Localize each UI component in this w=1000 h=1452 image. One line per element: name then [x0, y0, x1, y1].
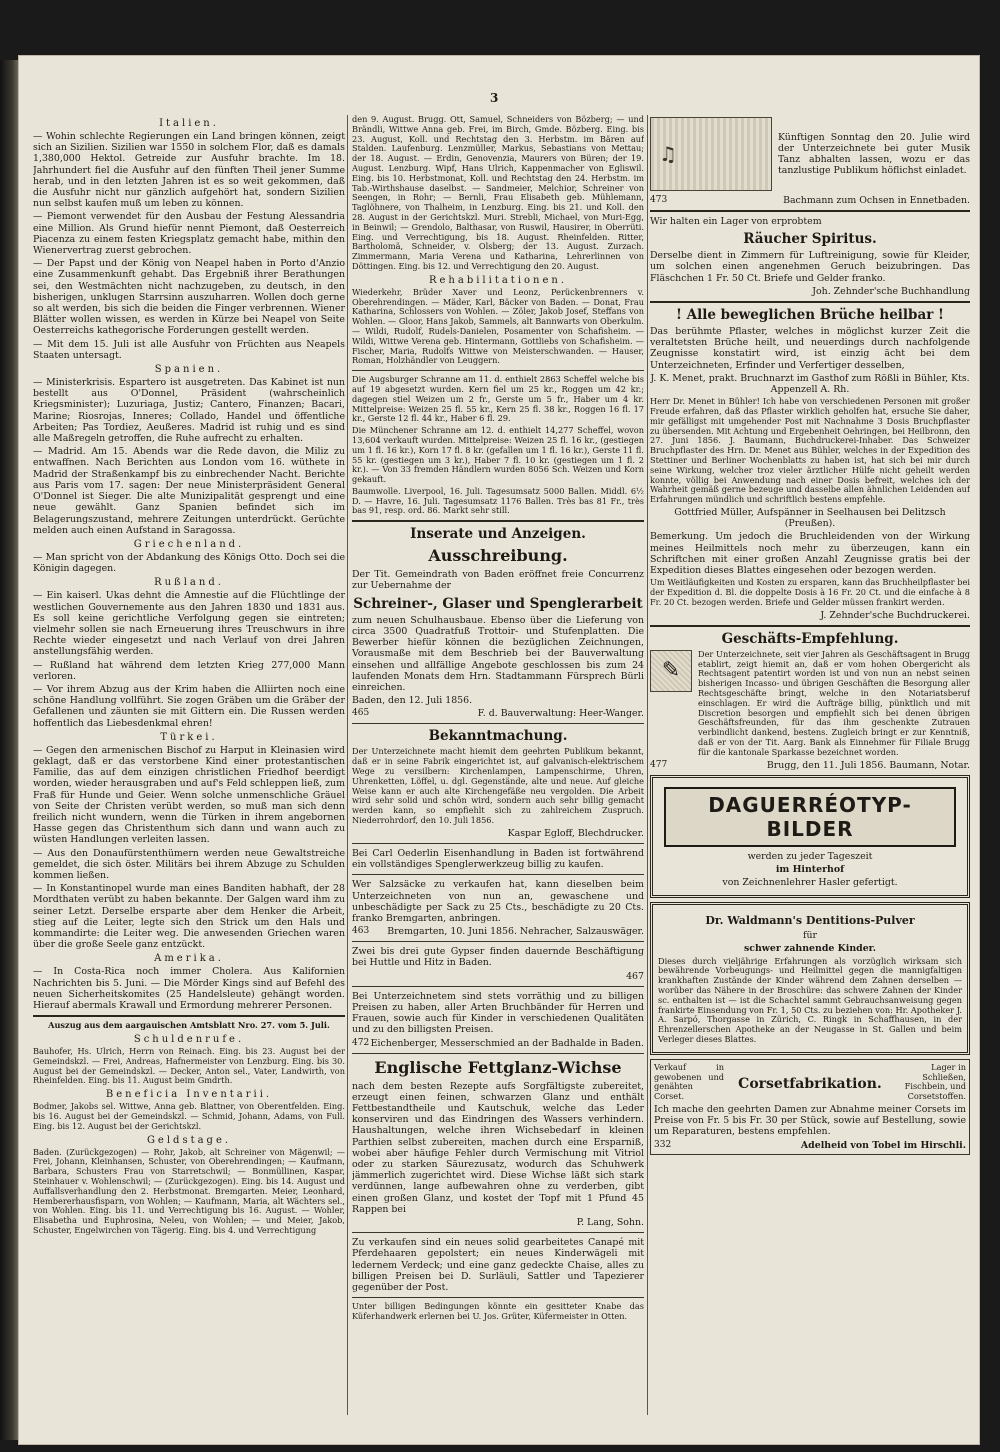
ad-footer	[352, 708, 644, 719]
divider	[352, 370, 644, 371]
article-paragraph: — Aus den Donaufürstenthümern werden neue Gewaltstreiche gemeldet, die sich öster. Militärs bei ihrem Abzuge zu Schulden kommen ließen.	[33, 847, 345, 881]
divider	[352, 1053, 644, 1054]
ad-signature: Bachmann zum Ochsen in Ennetbaden.	[783, 195, 970, 206]
small-paragraph: Herr Dr. Menet in Bühler! Ich habe von verschiedenen Personen mit großer Freude erfahren, daß das Pflaster wirklich geholfen hat, ersuche Sie daher, mir gefälligst mit umgehender Post mit Nachnahme 3 Dosis Bruchpflaster zu übersenden. Mit Achtung und Ergebenheit Oehringen, bei Heilbronn, den 27. Juni 1856. J. Baumann, Buchdruckerei-Inhaber. Das Schweizer Bruchpflaster des Hrn. Dr. Menet aus Bühler, welches in der Expedition des Stettiner und Berliner Wochenblatts zu haben ist, hat sich bei mir durch seine Wirkung, welcher troz vieler ärztlicher Hülfe nicht geheilt werden konnte, völlig bei Anwendung nach einer Dosis befreit, welches ich der Wahrheit gemäß gerne bezeuge und dasselbe allen ähnlichen Leidenden auf Erfahrungen mündlich und schriftlich bestens empfehle.	[650, 396, 970, 505]
ad-number: 465	[352, 708, 370, 719]
ad-footer	[650, 195, 970, 206]
ad-signature: Bremgarten, 10. Juni 1856. Nehracher, Salzauswäger.	[387, 926, 644, 938]
article-paragraph: Wer Salzsäcke zu verkaufen hat, kann dieselben beim Unterzeichneten von nun an, gewaschene und unbeschädigte per Sack zu 25 Cts., beschädigte zu 20 Cts. franko Bremgarten, anbringen.	[352, 879, 644, 924]
daguerreotype-line: werden zu jeder Tageszeit	[747, 850, 873, 862]
notice-heading: Auszug aus dem aargauischen Amtsblatt Nro. 27. vom 5. Juli.	[48, 1020, 330, 1031]
article-paragraph: Wir halten ein Lager von erprobtem	[650, 216, 822, 227]
small-paragraph: Bodmer, Jakobs sel. Wittwe, Anna geb. Blattner, von Oberentfelden. Eing. bis 16. August bei der Gemeindskzl. — Schmid, Johann, Adams, von Full. Eing. bis 12. August bei der Gerichtskzl.	[33, 1101, 345, 1131]
divider	[352, 874, 644, 875]
small-paragraph: Um Weitläufigkeiten und Kosten zu ersparen, kann das Bruchheilpflaster bei der Expedition d. Bl. die doppelte Dosis à 16 Fr. 20 Ct. und die einfache à 8 Fr. 20 Ct. bezogen werden. Briefe und Gelder müssen frankirt werden.	[650, 577, 970, 607]
article-paragraph: — Gegen den armenischen Bischof zu Harput in Kleinasien wird geklagt, daß er das verstorbene Kind einer protestantischen Familie, das auf dem einzigen christlichen Friedhof beerdigt worden, wieder herausgraben und auf's Feld schleppen ließ, zum Fraß für Hunde und Geier. Wenn solche unmenschliche Gräuel von Seite der Christen verübt werden, so muß man sich denn freilich nicht wundern, wenn die Türken in ihrem angebornen Hasse gegen das Christenthum sich dann und wann auch zu wüsten Handlungen verleiten lassen.	[33, 744, 345, 846]
small-paragraph: Unter billigen Bedingungen könnte ein gesitteter Knabe das Küferhandwerk erlernen bei U. Jos. Grüter, Küfermeister in Otten.	[352, 1301, 644, 1321]
dentition-body: Dieses durch vieljährige Erfahrungen als vorzüglich wirksam sich bewährende Vorbeugungs- und Heilmittel gegen die mannigfaltigen krankhaften Zustände der Kinder während dem Zahnen derselben — worüber das Nähere in der Broschüre: das schwere Zahnen der Kinder sc. enthalten ist — ist die Schachtel sammt Gebrauchsanweisung gegen frankirte Einsendung von Fr. 1, 50 Cts. zu beziehen von: Hr. Apotheker J. A. Sarpó, Thorgasse in Zürich, C. Ringk in Schaffhausen, in der Ehrenzellerschen Apotheke an der Neugasse in St. Gallen und beim Verleger dieses Blattes.	[658, 955, 962, 1044]
dentition-sub2: schwer zahnende Kinder.	[743, 943, 877, 955]
ad-heading: Inserate und Anzeigen.	[410, 526, 586, 543]
corset-left: Verkauf in gewobenen und genähten Corset.	[654, 1061, 724, 1102]
article-paragraph: — Mit dem 15. Juli ist alle Ausfuhr von Früchten aus Neapels Staaten untersagt.	[33, 338, 345, 361]
small-paragraph: Wiederkehr, Brüder Xaver und Leonz, Perückenbrenners v. Oberehrendingen. — Mäder, Karl, Bäcker von Baden. — Donat, Frau Katharina, Schlossers von Wohlen. — Zöler, Jakob Josef, Steffans von Wohlen. — Gloor, Hans Jakob, Sammels, alt Bannwarts von Oberkulm. — Wildi, Rudolf, Rudels-Danielen, Posamenter von Schafisheim. — Wildi, Wittwe Verena geb. Hintermann, Gottliebs von Schafisheim. — Fischer, Maria, Rudolfs Wittwe von Meisterschwanden. — Hauser, Roman, Holzhändler von Leuggern.	[352, 286, 644, 366]
business-ad	[650, 650, 970, 760]
ad-signature: Kaspar Egloff, Blechdrucker.	[507, 827, 644, 839]
corset-body: Ich mache den geehrten Damen zur Abnahme meiner Corsets im Preise von Fr. 5 bis Fr. 30 per Stück, sowie auf Bestellung, sowie um Reparaturen, bestens empfehlen.	[654, 1103, 966, 1138]
centered-text: J. K. Menet, prakt. Bruchnarzt im Gasthof zum Rößli in Bühler, Kts. Appenzell A. Rh.	[650, 372, 970, 396]
dance-ad-text: Künftigen Sonntag den 20. Julie wird der Unterzeichnete bei guter Musik Tanz abhalten lassen, wozu er das tanzlustige Publikum höflichst einladet.	[778, 131, 970, 177]
thick-divider	[650, 301, 970, 303]
divider	[352, 986, 644, 987]
divider	[352, 941, 644, 942]
divider	[352, 723, 644, 724]
section-heading: Rußland.	[154, 577, 224, 589]
ad-title: Ausschreibung.	[428, 546, 568, 566]
ad-footer	[352, 1038, 644, 1049]
dentition-title: Dr. Waldmann's Dentitions-Pulver	[705, 914, 915, 928]
divider	[352, 1297, 644, 1298]
article-paragraph: Zu verkaufen sind ein neues solid gearbeitetes Canapé mit Pferdehaaren gepolstert; ein neues Kinderwägeli mit ledernem Verdeck; und eine ganz gedeckte Chaise, alles zu billigen Preisen bei D. Surläuli, Sattler und Tapezierer gegenüber der Post.	[352, 1237, 644, 1293]
ad-signature: Brugg, den 11. Juli 1856. Baumann, Notar.	[766, 759, 970, 771]
dance-ad-row	[650, 115, 970, 195]
column-middle	[352, 115, 644, 1435]
ad-title: Englische Fettglanz-Wichse	[374, 1057, 622, 1077]
divider	[352, 1232, 644, 1233]
article-paragraph: zum neuen Schulhausbaue. Ebenso über die Lieferung von circa 3500 Quadratfuß Trottoir- und Stufenplatten. Die Bewerber hiefür können die bezüglichen Zeichnungen, Vorausmaße mit dem Beschrieb bei der Bauverwaltung einsehen und allfällige Angebote geschlossen bis zum 24 laufenden Monats dem Hrn. Stadtammann Fürsprech Bürli einreichen.	[352, 614, 644, 693]
section-heading: Amerika.	[154, 953, 224, 965]
ad-signature: Adelheid von Tobel im Hirschli.	[800, 1139, 966, 1151]
corset-right: Lager in Schließen, Fischbein, und Corsetstoffen.	[904, 1061, 966, 1102]
ad-heading: ! Alle beweglichen Brüche heilbar !	[676, 307, 944, 324]
article-paragraph: — Wohin schlechte Regierungen ein Land bringen können, zeigt sich an Sizilien. Sizilien war 1550 in solchem Flor, daß es damals 1,380,000 Hektol. Getreide zur Ausfuhr brachte. Im 18. Jahrhundert fiel die Ausfuhr auf den fünften Theil jener Summe herab, und in den letzten Jahren ist es so weit gekommen, daß die Ausfuhr nicht nur gänzlich aufgehört hat, sondern Sizilien nun selbst kaufen muß um leben zu können.	[33, 131, 345, 210]
daguerreotype-line: von Zeichnenlehrer Hasler gefertigt.	[722, 876, 898, 888]
ad-footer	[352, 926, 644, 937]
article-paragraph: — Madrid. Am 15. Abends war die Rede davon, die Miliz zu entwaffnen. Nach Berichten aus London vom 16. wüthete in Madrid der Straßenkampf bis zu einbrechender Nacht. Berichte aus Paris vom 17. sagen: Der neue Ministerpräsident General O'Donnel ist Sieger. Die alte Munizipalität gesprengt und eine neue gewählt. Ganz Spanien befindet sich im Belagerungszustand, mehrere Zeitungen unterdrückt. Gerüchte melden auch einen Aufstand in Saragossa.	[33, 446, 345, 536]
article-paragraph: — In Konstantinopel wurde man eines Banditen habhaft, der 28 Mordthaten verübt zu haben bekannte. Der Galgen ward ihm zu seiner Letzt. Derselbe ersparte aber dem Henker die Arbeit, stieg auf die Leiter, legte sich den Strick um den Hals und kommandirte: die Leiter weg. Die anwesenden Griechen waren über die große Seele ganz entzückt.	[33, 883, 345, 951]
ad-signature: J. Zehnder'sche Buchdruckerei.	[820, 609, 970, 621]
article-paragraph: Der Tit. Gemeindrath von Baden eröffnet freie Concurrenz zur Uebernahme der	[352, 569, 644, 592]
article-paragraph: — Der Papst und der König von Neapel haben in Porto d'Anzio eine Zusammenkunft gehabt. Das Ergebniß ihrer Berathungen sei, den Westmächten nicht nachzugeben, zu deutsch, in den bisherigen, unklugen Starrsinn auszuharren. Wollen doch gerne so alt werden, bis sich die beiden die Finger verbrennen. Wiener Blätter wollen wissen, es werden in Kürze bei Neapel von Seite Oesterreichs kathegorische Forderungen gestellt werden.	[33, 258, 345, 337]
centered-text: Gottfried Müller, Aufspänner in Seelhausen bei Delitzsch (Preußen).	[674, 507, 946, 530]
corset-ad	[650, 1059, 970, 1155]
article-paragraph: Baden, den 12. Juli 1856.	[352, 695, 473, 707]
thick-divider	[650, 210, 970, 212]
article-paragraph: — In Costa-Rica noch immer Cholera. Aus Kalifornien Nachrichten bis 5. Juni. — Die Mörder Kings sind auf Befehl des neuen Sicherheitskomites (25 Handelsleute) gehängt worden. Hierauf abermals Krawall und Ermordung mehrerer Personen.	[33, 966, 345, 1012]
newspaper-page	[18, 55, 980, 1445]
article-paragraph: — Rußland hat während dem letzten Krieg 277,000 Mann verloren.	[33, 659, 345, 682]
section-heading: Griechenland.	[133, 538, 245, 550]
article-paragraph: Zwei bis drei gute Gypser finden dauernde Beschäftigung bei Huttle und Hitz in Baden.	[352, 946, 644, 969]
music-icon: ♫	[659, 142, 677, 166]
corset-footer	[654, 1140, 966, 1151]
dentition-sub: für	[803, 930, 817, 942]
article-paragraph: Bei Carl Oederlin Eisenhandlung in Baden ist fortwährend ein vollständiges Spenglerwerkzeug billig zu kaufen.	[352, 847, 644, 871]
section-heading: Türkei.	[160, 731, 218, 743]
ad-signature: Eichenberger, Messerschmied an der Badhalde in Baden.	[370, 1037, 644, 1049]
small-paragraph: Bauhofer, Hs. Ulrich, Herrn von Reinach. Eing. bis 23. August bei der Gemeindskzl. — Frei, Andreas, Hafnermeister von Lenzburg. Eing. bis 30. August bei der Gemeindskzl. — Decker, Anton sel., Vater, Landwirth, von Rheinfelden. Eing. bis 11. August beim Gmdrth.	[33, 1046, 345, 1086]
article-paragraph: Derselbe dient in Zimmern für Luftreinigung, sowie für Kleider, um solchen einen angenehmen Geruch beizubringen. Das Fläschchen 1 Fr. 50 Ct. Briefe und Gelder franko.	[650, 250, 970, 284]
article-paragraph: — Piemont verwendet für den Ausbau der Festung Alessandria eine Million. Als Grund hiefür nennt Piemont, daß Oesterreich Piacenza zu einem festen Kriegsplatz gemacht habe, mithin den Wienervertrag zuerst gebrochen.	[33, 211, 345, 257]
dance-ad	[650, 115, 970, 195]
ad-heading: Geschäfts-Empfehlung.	[721, 630, 899, 647]
column-rule-2	[647, 115, 648, 1415]
article-paragraph: — Vor ihrem Abzug aus der Krim haben die Alliirten noch eine schöne Handlung vollführt. Sie zogen Gräben um die Gräber der Gefallenen und zäunten sie mit Gittern ein. Die Russen werden hoffentlich das Liebesdenkmal ehren!	[33, 683, 345, 729]
ad-heading: Schreiner-, Glaser und Spenglerarbeit	[353, 595, 643, 612]
ad-number: 332	[654, 1139, 672, 1150]
ad-heading: Bekanntmachung.	[428, 728, 568, 745]
small-paragraph: den 9. August. Brugg. Ott, Samuel, Schneiders von Bözberg; — und Brändli, Wittwe Anna geb. Frei, im Birch, Gmde. Bözberg. Eing. bis 23. August, Koll. und Rechtstag den 3. Herbstm. im Bären auf Stalden. Laufenburg. Lenzmüller, Markus, Sebastians von Mettau; der 18. August. — Erdin, Genovenzia, Maurers von Büren; der 19. August. Lenzburg. Wipf, Hans Ulrich, Kappenmacher von Egliswil. Eing. bis 10. Herbstmonat, Koll. und Rechtstag den 24. Herbstm. im Tab.-Wirthshause daselbst. — Sandmeier, Melchior, Schreiner von Seengen, in Rohr; — Bernli, Frau Elisabeth geb. Mühlemann, Taglöhnere, von Thalheim, in Lenzburg. Eing. bis 21. und Koll. den 28. August in der Gerichtskzl. Muri. Strebli, Michael, von Muri-Egg, in Beinwil; — Grendolo, Balthasar, von Ruswil, Hausirer, in Oberrüti. Eing. und Verrechtigung, bis 18. August. Rheinfelden. Ritter, Bartholomä, Schneider, v. Olsberg; der 13. August. Zurzach. Zimmermann, Maria Verena und Katharina, Lehrerlinnen von Döttingen. Eing. bis 12. und Verrechtigung den 20. August.	[352, 115, 644, 271]
ad-footer	[650, 760, 970, 771]
section-heading: Italien.	[159, 118, 219, 129]
ad-signature: P. Lang, Sohn.	[576, 1216, 644, 1228]
thick-divider	[33, 1015, 345, 1017]
small-paragraph: Baumwolle. Liverpool, 16. Juli. Tagesumsatz 5000 Ballen. Middl. 6½ D. — Havre, 16. Juli. Tagesumsatz 1176 Ballen. Très bas 81 Fr., très bas 91, resp. ord. 86. Markt sehr still.	[352, 485, 644, 516]
dentition-powder-ad	[650, 902, 970, 1055]
article-paragraph: — Man spricht von der Abdankung des Königs Otto. Doch sei die Königin dagegen.	[33, 551, 345, 575]
article-paragraph: nach dem besten Rezepte aufs Sorgfältigste zubereitet, erzeugt einen feinen, schwarzen Glanz und enthält Fettbestandtheile und Kautschuk, welche das Leder konserviren und das Eindringen des Wassers verhindern. Haushaltungen, welche ihren Wichsebedarf in kleinen Parthien selbst zubereiten, machen durch eine Ersparniß, wobei aber häufige Fehler durch Vermischung mit Vitriol oder zu starken Säurezusatz, wodurch das Schuhwerk jämmerlich zugerichtet wird. Diese Wichse läßt sich stark verdünnen, lange aufbewahren ohne zu verderben, gibt einen großen Glanz, und kostet der Topf mit 1 Pfund 45 Rappen bei	[352, 1080, 644, 1215]
small-paragraph: Die Münchener Schranne am 12. d. enthielt 14,277 Scheffel, wovon 13,604 verkauft wurden. Mittelpreise: Weizen 25 fl. 16 kr., (gestiegen um 1 fl. 16 kr.), Korn 17 fl. 8 kr. (gefallen um 1 fl. 16 kr.), Gerste 11 fl. 55 kr. (gestiegen um 3 kr.), Haber 7 fl. 10 kr. (gestiegen um 1 fl. 2 kr.). — Von 33 fremden Händlern wurden 8056 Sch. Weizen und Korn gekauft.	[352, 425, 644, 485]
business-ad-text: Der Unterzeichnete, seit vier Jahren als Geschäftsagent in Brugg etablirt, zeigt hiemit an, daß er vom hohen Obergericht als Rechtsagent patentirt worden ist und von nun an nebst seinen bisherigen Incasso- und übrigen Geschäften die Besorgung aller Rechtsgeschäfte bringt, welche in den Notariatsberuf einschlagen. Er wird die Aufträge billig, pünktlich und mit Discretion besorgen und empfiehlt sich bei denen übrigen Geschäftsfreunden, für das ihm geschenkte Zutrauen verbindlicht dankend, bestens. Zugleich bringt er zur Kenntniß, daß er von der Tit. Aarg. Bank als Einnehmer für Filiale Brugg für die kantonale Sparkasse bezeichnet worden.	[698, 648, 970, 757]
daguerreotype-ad	[650, 775, 970, 899]
daguerreotype-line: im Hinterhof	[775, 863, 845, 875]
dance-illustration	[650, 117, 772, 191]
ad-number: 472	[352, 1037, 370, 1048]
article-paragraph: — Ein kaiserl. Ukas dehnt die Amnestie auf die Flüchtlinge der westlichen Gouvernemente aus den Jahren 1830 und 1831 aus. Es soll keine gerichtliche Verfolgung gegen sie eintreten; vielmehr sollen sie nach Erneuerung ihres Treuschwurs in ihre Rechte wieder eingesetzt und nach Verlauf von drei Jahren anstellungsfähig werden.	[33, 590, 345, 658]
section-heading: Geldstage.	[146, 1134, 232, 1146]
ad-number: 473	[650, 195, 668, 205]
corset-head	[654, 1063, 966, 1104]
ad-signature: Joh. Zehnder'sche Buchhandlung	[812, 285, 970, 297]
section-heading: Rehabilitationen.	[428, 274, 568, 286]
article-paragraph: — Ministerkrisis. Espartero ist ausgetreten. Das Kabinet ist nun bestellt aus O'Donnel, Präsident (wahrscheinlich Kriegsminister); Luzuriaga, Justiz; Cantero, Finanzen; Bacari, Marine; Riosrojas, Inneres; Collado, Handel und öffentliche Arbeiten; Pas Tordiez, Aeußeres. Madrid ist ruhig und es sind alle Maßregeln getroffen, die Ruhe aufrecht zu erhalten.	[33, 377, 345, 445]
article-paragraph: Das berühmte Pflaster, welches in möglichst kurzer Zeit die veraltetsten Brüche heilt, und neuerdings durch nachfolgende Zeugnisse konstatirt wird, ist einzig ächt bei dem Unterzeichneten, Erfinder und Verfertiger desselben,	[650, 326, 970, 371]
section-heading: Beneficia Inventarii.	[105, 1089, 273, 1101]
divider	[352, 843, 644, 844]
ad-signature: F. d. Bauverwaltung: Heer-Wanger.	[477, 708, 644, 720]
corset-title: Corsetfabrikation.	[738, 1075, 882, 1092]
page-number: 3	[490, 91, 499, 105]
ad-signature: 467	[626, 970, 644, 982]
column-rule-1	[347, 115, 348, 1415]
writer-vignette-icon: ✎	[650, 650, 692, 692]
small-paragraph: Baden. (Zurückgezogen) — Rohr, Jakob, alt Schreiner von Mägenwil; — Frei, Johann, Kleinhansen, Schuster, von Oberehrendingen; — Kaufmann, Barbara, Schusters Frau von Starretschwil; — Bonmüllinen, Kaspar, Steinhauer v. Wohlenschwil; — (Zurückgezogen). Eing. bis 14. August und Auffallsverhandlung den 2. Herbstmonat. Bremgarten. Meier, Leonhard, Hembererhausfisparn, von Wohlen; — Kaufmann, Maria, alt Wächters sel., von Wohlen. Eing. bis 11. und Verrechtigung bis 16. August. — Wohler, Elisabetha und Euphrosina, Neleu, von Wohlen; — und Meier, Jakob, Schuster, Engelwirchen von Tägerig. Eing. bis 4. und Verrechtigung	[33, 1146, 345, 1235]
ad-number: 463	[352, 926, 370, 937]
thick-divider	[650, 625, 970, 627]
column-left	[33, 115, 345, 1435]
small-paragraph: Der Unterzeichnete macht hiemit dem geehrten Publikum bekannt, daß er in seine Fabrik eingerichtet ist, auf galvanisch-elektrischem Wege zu versilbern: Kirchenlampen, Lampenschirme, Uhren, Uhrenketten, Löffel, u. dgl. Gegenstände, alte und neue. Auf gleiche Weise kann er auch alte Kirchengefäße neu vergolden. Die Arbeit wird sehr solid und schön wird, sondern auch sehr billig gemacht werden kann, so empfiehlt sich zu zahlreichem Zuspruch. Niederrohrdorf, den 10. Juli 1856.	[352, 746, 644, 825]
thick-divider	[352, 520, 644, 522]
section-heading: Spanien.	[154, 364, 224, 376]
article-paragraph: Bei Unterzeichnetem sind stets vorräthig und zu billigen Preisen zu haben, aller Arten Bruchbänder für Herren und Frauen, sowie auch für Kinder in verschiedenen Qualitäten und zu den billigsten Preisen.	[352, 990, 644, 1036]
section-heading: Schuldenrufe.	[133, 1034, 245, 1046]
daguerreotype-title: DAGUERRÉOTYP-BILDER	[664, 787, 956, 847]
ad-heading: Räucher Spiritus.	[743, 231, 877, 248]
ad-number: 477	[650, 759, 668, 770]
small-paragraph: Die Augsburger Schranne am 11. d. enthielt 2863 Scheffel welche bis auf 19 abgesetzt wurden. Kern fiel um 25 kr., Roggen um 42 kr.; dagegen stiel Weizen um 2 fr., Gerste um 5 fr., Haber um 4 kr. Mittelpreise: Weizen 25 fl. 55 kr., Kern 25 fl. 38 kr., Roggen 16 fl. 17 kr., Gerste 12 fl. 44 kr., Haber 6 fl. 29.	[352, 374, 644, 424]
article-paragraph: Bemerkung. Um jedoch die Bruchleidenden von der Wirkung meines Heilmittels noch mehr zu überzeugen, kann ein Schriftchen mit einer großen Anzahl Zeugnisse gratis bei der Expedition dieses Blattes eingesehen oder bezogen werden.	[650, 531, 970, 577]
column-right	[650, 115, 970, 1435]
